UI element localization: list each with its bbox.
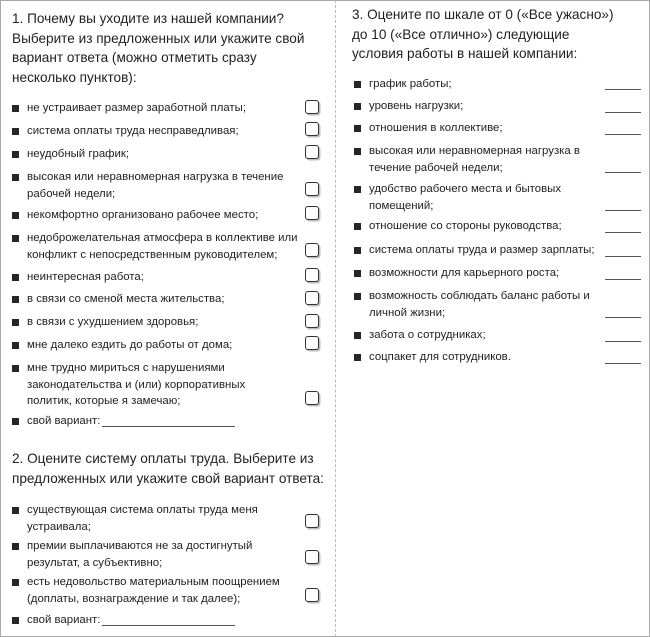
q1-item-label: неинтересная работа; xyxy=(27,271,144,283)
bullet-icon xyxy=(12,105,19,112)
q3-item-4-score-field[interactable] xyxy=(605,172,641,173)
bullet-icon xyxy=(12,174,19,181)
q3-item-5-score-field[interactable] xyxy=(605,210,641,211)
q3-item-label: забота о сотрудниках; xyxy=(369,329,486,341)
q1-item-label: система оплаты труда несправедливая; xyxy=(27,125,239,137)
bullet-icon xyxy=(354,125,361,132)
q1-item-4-checkbox[interactable] xyxy=(305,182,319,196)
bullet-icon xyxy=(12,365,19,372)
q1-title: 1. Почему вы уходите из нашей компании? Выберите из предложенных или укажите свой вариант ответа (можно отметить сразу несколько пунктов): xyxy=(12,11,305,85)
bullet-icon xyxy=(354,223,361,230)
q1-item-3-checkbox[interactable] xyxy=(305,145,319,159)
bullet-icon xyxy=(12,274,19,281)
bullet-icon xyxy=(12,319,19,326)
q1-item-label: мне далеко ездить до работы от дома; xyxy=(27,339,233,351)
q2-item-label: есть недовольство материальным поощрением (доплаты, вознаграждение и так далее); xyxy=(27,576,280,605)
bullet-icon xyxy=(12,418,19,425)
q1-own-label: свой вариант: xyxy=(27,415,101,427)
q3-item-label: соцпакет для сотрудников. xyxy=(369,351,511,363)
q1-item-11-checkbox[interactable] xyxy=(305,391,319,405)
q1-item-8-checkbox[interactable] xyxy=(305,291,319,305)
bullet-icon xyxy=(12,235,19,242)
bullet-icon xyxy=(12,617,19,624)
q2-item-label: премии выплачиваются не за достигнутый результат, а субъективно; xyxy=(27,540,253,569)
q3-item-8-score-field[interactable] xyxy=(605,279,641,280)
q3-item-label: высокая или неравномерная нагрузка в течение рабочей недели; xyxy=(369,145,580,174)
q1-item-label: мне трудно мириться с нарушениями законодательства и (или) корпоративных политик, которые я замечаю; xyxy=(27,362,246,407)
q3-item-label: отношение со стороны руководства; xyxy=(369,220,562,232)
q1-item-label: в связи с ухудшением здоровья; xyxy=(27,316,199,328)
q1-item-1-checkbox[interactable] xyxy=(305,100,319,114)
q3-item-3-score-field[interactable] xyxy=(605,134,641,135)
q3-item-2-score-field[interactable] xyxy=(605,112,641,113)
q3-item-7-score-field[interactable] xyxy=(605,256,641,257)
q1-item-label: в связи со сменой места жительства; xyxy=(27,293,225,305)
bullet-icon xyxy=(354,81,361,88)
bullet-icon xyxy=(12,579,19,586)
q2-item-label: существующая система оплаты труда меня устраивала; xyxy=(27,504,258,533)
q3-item-1-score-field[interactable] xyxy=(605,89,641,90)
q2-item-2-checkbox[interactable] xyxy=(305,550,319,564)
bullet-icon xyxy=(12,151,19,158)
q1-item-7-checkbox[interactable] xyxy=(305,268,319,282)
q1-item-9-checkbox[interactable] xyxy=(305,314,319,328)
bullet-icon xyxy=(12,296,19,303)
bullet-icon xyxy=(12,212,19,219)
bullet-icon xyxy=(354,186,361,193)
q1-item-label: неудобный график; xyxy=(27,148,130,160)
q1-item-6-checkbox[interactable] xyxy=(305,243,319,257)
q3-item-9-score-field[interactable] xyxy=(605,317,641,318)
q3-item-label: удобство рабочего места и бытовых помещений; xyxy=(369,183,562,212)
q1-item-label: некомфортно организовано рабочее место; xyxy=(27,209,259,221)
q1-item-2-checkbox[interactable] xyxy=(305,122,319,136)
q2-own-answer-field[interactable] xyxy=(102,625,235,626)
q3-item-label: уровень нагрузки; xyxy=(369,100,464,112)
bullet-icon xyxy=(12,128,19,135)
q3-item-label: график работы; xyxy=(369,78,452,90)
q3-item-label: система оплаты труда и размер зарплаты; xyxy=(369,244,595,256)
q2-item-1-checkbox[interactable] xyxy=(305,514,319,528)
bullet-icon xyxy=(354,332,361,339)
bullet-icon xyxy=(354,148,361,155)
bullet-icon xyxy=(354,247,361,254)
bullet-icon xyxy=(354,293,361,300)
bullet-icon xyxy=(12,507,19,514)
q1-item-5-checkbox[interactable] xyxy=(305,206,319,220)
q1-own-answer-field[interactable] xyxy=(102,426,235,427)
q1-item-label: высокая или неравномерная нагрузка в течение рабочей недели; xyxy=(27,171,284,200)
q1-item-10-checkbox[interactable] xyxy=(305,336,319,350)
q3-title: 3. Оцените по шкале от 0 («Все ужасно») до 10 («Все отлично») следующие условия работы в нашей компании: xyxy=(352,7,614,61)
q3-item-label: возможности для карьерного роста; xyxy=(369,267,560,279)
bullet-icon xyxy=(354,354,361,361)
bullet-icon xyxy=(12,543,19,550)
bullet-icon xyxy=(12,342,19,349)
q1-item-label: не устраивает размер заработной платы; xyxy=(27,102,247,114)
q3-item-6-score-field[interactable] xyxy=(605,232,641,233)
q2-item-3-checkbox[interactable] xyxy=(305,588,319,602)
bullet-icon xyxy=(354,270,361,277)
q3-item-label: отношения в коллективе; xyxy=(369,122,503,134)
q3-item-11-score-field[interactable] xyxy=(605,363,641,364)
q3-item-10-score-field[interactable] xyxy=(605,341,641,342)
q2-own-label: свой вариант: xyxy=(27,614,101,626)
column-divider xyxy=(335,0,336,637)
q1-item-label: недоброжелательная атмосфера в коллективе или конфликт с непосредственным руководителем; xyxy=(27,232,298,261)
q2-title: 2. Оцените систему оплаты труда. Выберите из предложенных или укажите свой вариант ответа: xyxy=(12,451,324,486)
bullet-icon xyxy=(354,103,361,110)
q3-item-label: возможность соблюдать баланс работы и личной жизни; xyxy=(369,290,590,319)
